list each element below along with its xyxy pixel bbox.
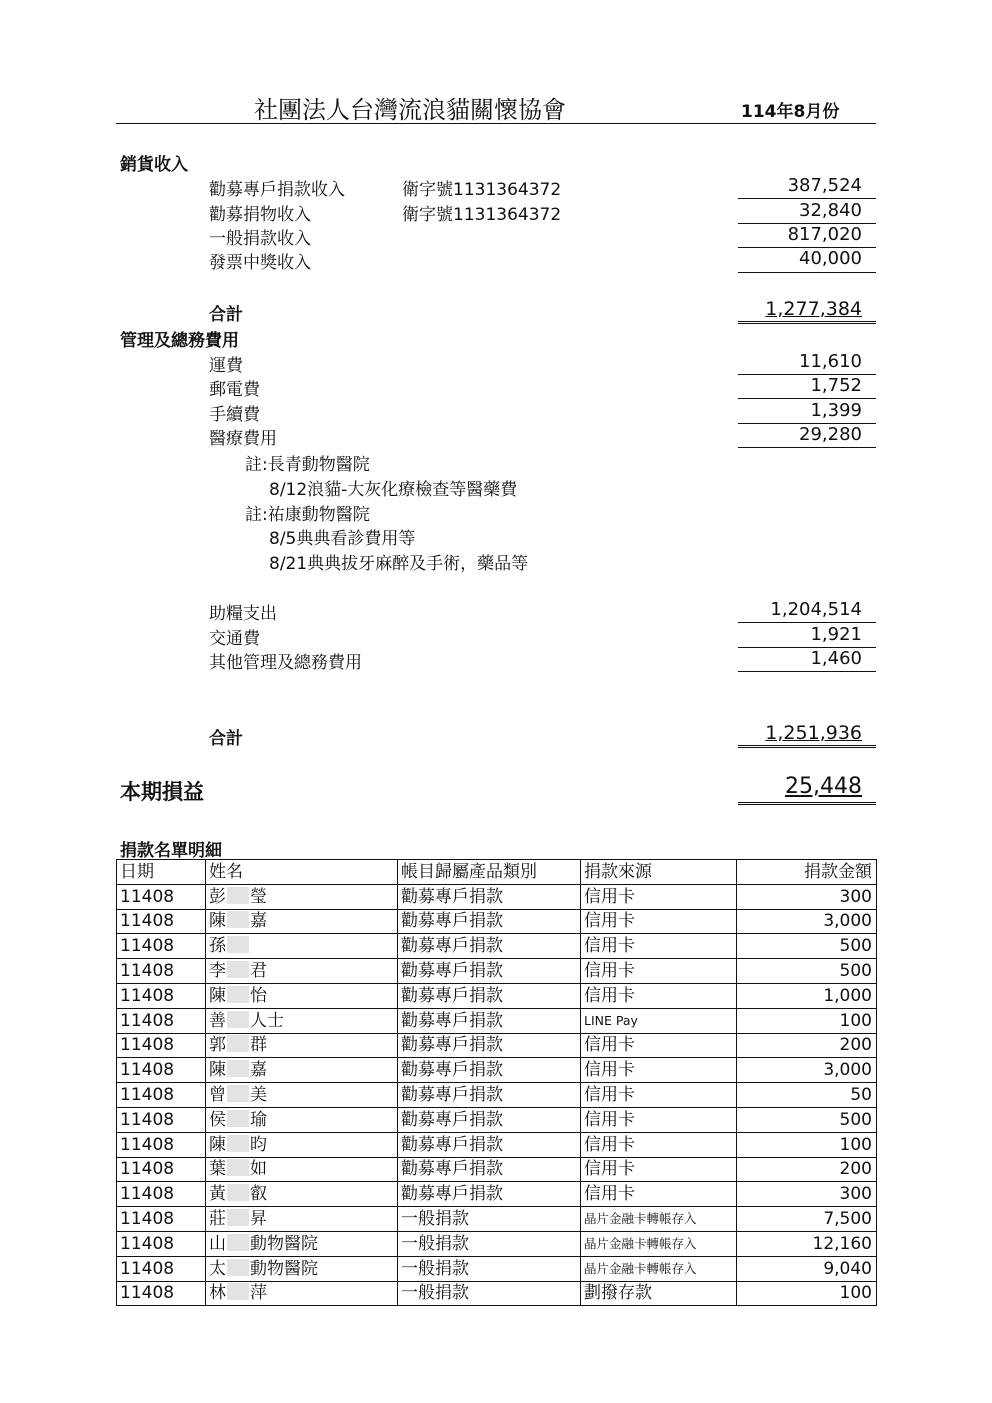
redaction-block bbox=[227, 1209, 249, 1226]
pnl-label: 本期損益 bbox=[120, 780, 204, 804]
donation-table-title: 捐款名單明細 bbox=[120, 841, 222, 861]
donation-amount: 300 bbox=[737, 884, 877, 909]
expense-item-amount: 11,610 bbox=[799, 351, 862, 372]
sales-item-amount: 32,840 bbox=[799, 200, 862, 221]
donation-source: 劃撥存款 bbox=[581, 1281, 737, 1306]
donor-name-first: 陳 bbox=[209, 1134, 226, 1155]
table-row bbox=[117, 934, 877, 959]
donation-category: 勸募專戶捐款 bbox=[398, 934, 581, 959]
expense-item-label: 其他管理及總務費用 bbox=[209, 653, 362, 673]
donation-category: 一般捐款 bbox=[398, 1256, 581, 1281]
donor-name-first: 莊 bbox=[209, 1209, 226, 1230]
donation-date: 11408 bbox=[117, 884, 206, 909]
donation-source: 信用卡 bbox=[581, 1157, 737, 1182]
expense-item-amount: 1,204,514 bbox=[770, 599, 862, 620]
sales-total-amount: 1,277,384 bbox=[765, 298, 862, 320]
table-row bbox=[117, 1107, 877, 1132]
table-row bbox=[117, 1281, 877, 1306]
donation-date: 11408 bbox=[117, 1033, 206, 1058]
donation-amount: 12,160 bbox=[737, 1231, 877, 1256]
donation-date: 11408 bbox=[117, 909, 206, 934]
amount-underline bbox=[738, 272, 876, 273]
donor-name-first: 善 bbox=[209, 1010, 226, 1031]
donation-date: 11408 bbox=[117, 1157, 206, 1182]
donation-amount: 500 bbox=[737, 959, 877, 984]
redaction-block bbox=[227, 1135, 249, 1152]
donor-name-first: 葉 bbox=[209, 1159, 226, 1180]
table-row bbox=[117, 1256, 877, 1281]
donation-amount: 100 bbox=[737, 1281, 877, 1306]
amount-underline bbox=[738, 622, 876, 623]
donor-name bbox=[206, 934, 398, 959]
column-header: 捐款金額 bbox=[737, 860, 877, 885]
donor-name bbox=[206, 1008, 398, 1033]
donation-category: 勸募專戶捐款 bbox=[398, 909, 581, 934]
donor-name-last: 動物醫院 bbox=[250, 1258, 318, 1279]
donation-date: 11408 bbox=[117, 1231, 206, 1256]
donation-amount: 200 bbox=[737, 1157, 877, 1182]
expense-item-label: 交通費 bbox=[209, 629, 260, 649]
donor-name-last: 人士 bbox=[250, 1010, 284, 1031]
donation-category: 一般捐款 bbox=[398, 1207, 581, 1232]
expense-item-amount: 1,399 bbox=[810, 400, 862, 421]
donor-name-last: 萍 bbox=[250, 1283, 267, 1304]
donor-name bbox=[206, 1058, 398, 1083]
donation-source: 晶片金融卡轉帳存入 bbox=[581, 1256, 737, 1281]
donor-name bbox=[206, 1033, 398, 1058]
donor-name-first: 郭 bbox=[209, 1035, 226, 1056]
table-row bbox=[117, 1207, 877, 1232]
donor-name bbox=[206, 1157, 398, 1182]
donor-name-first: 林 bbox=[209, 1283, 226, 1304]
donor-name-first: 李 bbox=[209, 961, 226, 982]
donation-source: 信用卡 bbox=[581, 1182, 737, 1207]
donation-amount: 500 bbox=[737, 1107, 877, 1132]
donation-category: 勸募專戶捐款 bbox=[398, 983, 581, 1008]
expense-item-amount: 1,921 bbox=[810, 624, 862, 645]
amount-underline bbox=[738, 198, 876, 199]
donor-name bbox=[206, 959, 398, 984]
donation-amount: 300 bbox=[737, 1182, 877, 1207]
donor-name-last: 如 bbox=[250, 1159, 267, 1180]
donation-date: 11408 bbox=[117, 1058, 206, 1083]
sales-item-amount: 817,020 bbox=[787, 224, 862, 245]
redaction-block bbox=[227, 1259, 249, 1276]
expenses-total-label: 合計 bbox=[209, 729, 243, 749]
table-row bbox=[117, 1033, 877, 1058]
donation-date: 11408 bbox=[117, 1281, 206, 1306]
donation-date: 11408 bbox=[117, 1107, 206, 1132]
donor-name-last: 群 bbox=[250, 1035, 267, 1056]
donation-category: 勸募專戶捐款 bbox=[398, 1033, 581, 1058]
expense-item-label: 醫療費用 bbox=[209, 429, 277, 449]
redaction-block bbox=[227, 1283, 249, 1300]
table-row bbox=[117, 959, 877, 984]
donation-source: 信用卡 bbox=[581, 934, 737, 959]
donation-date: 11408 bbox=[117, 1182, 206, 1207]
sales-total-label: 合計 bbox=[209, 305, 243, 325]
donor-name-last: 怡 bbox=[250, 985, 267, 1006]
table-row bbox=[117, 1182, 877, 1207]
donation-category: 勸募專戶捐款 bbox=[398, 1132, 581, 1157]
sales-item-label: 一般捐款收入 bbox=[209, 229, 311, 249]
sales-item-ref: 衛字號1131364372 bbox=[402, 205, 562, 225]
expense-item-amount: 1,752 bbox=[810, 375, 862, 396]
expenses-heading: 管理及總務費用 bbox=[120, 331, 239, 351]
expenses-total-amount: 1,251,936 bbox=[765, 722, 862, 744]
donation-source: 信用卡 bbox=[581, 909, 737, 934]
redaction-block bbox=[227, 1159, 249, 1176]
table-header-row bbox=[117, 860, 877, 885]
donor-name-last: 瑜 bbox=[250, 1109, 267, 1130]
donation-date: 11408 bbox=[117, 983, 206, 1008]
donor-name-first: 孫 bbox=[209, 936, 226, 957]
donation-source: 信用卡 bbox=[581, 1033, 737, 1058]
donor-name-last: 嘉 bbox=[250, 911, 267, 932]
donation-source: 信用卡 bbox=[581, 1107, 737, 1132]
sales-item-label: 勸募捐物收入 bbox=[209, 205, 311, 225]
table-row bbox=[117, 1083, 877, 1108]
redaction-block bbox=[227, 1011, 249, 1028]
redaction-block bbox=[227, 1234, 249, 1251]
donor-name bbox=[206, 884, 398, 909]
column-header: 日期 bbox=[117, 860, 206, 885]
donation-table bbox=[116, 859, 877, 1306]
donor-name bbox=[206, 909, 398, 934]
total-double-underline bbox=[738, 321, 876, 324]
pnl-double-underline bbox=[738, 802, 876, 805]
donation-category: 勸募專戶捐款 bbox=[398, 1008, 581, 1033]
expense-item-amount: 1,460 bbox=[810, 648, 862, 669]
donor-name-first: 山 bbox=[209, 1233, 226, 1254]
donation-source: 信用卡 bbox=[581, 1083, 737, 1108]
donor-name-last: 君 bbox=[250, 961, 267, 982]
sales-item-amount: 40,000 bbox=[799, 248, 862, 269]
donation-category: 勸募專戶捐款 bbox=[398, 884, 581, 909]
donation-source: 信用卡 bbox=[581, 884, 737, 909]
donation-source: 信用卡 bbox=[581, 983, 737, 1008]
column-header: 帳目歸屬產品類別 bbox=[398, 860, 581, 885]
donor-name-last: 嘉 bbox=[250, 1060, 267, 1081]
donor-name bbox=[206, 1083, 398, 1108]
donation-source: 晶片金融卡轉帳存入 bbox=[581, 1207, 737, 1232]
donor-name bbox=[206, 1256, 398, 1281]
table-row bbox=[117, 1008, 877, 1033]
table-row bbox=[117, 884, 877, 909]
donation-category: 勸募專戶捐款 bbox=[398, 1157, 581, 1182]
donor-name-last: 瑩 bbox=[250, 886, 267, 907]
donor-name bbox=[206, 1281, 398, 1306]
medical-note: 註:長青動物醫院 bbox=[245, 455, 370, 475]
donation-source: 信用卡 bbox=[581, 959, 737, 984]
donor-name-last: 昀 bbox=[250, 1134, 267, 1155]
column-header: 姓名 bbox=[206, 860, 398, 885]
donation-amount: 7,500 bbox=[737, 1207, 877, 1232]
donation-category: 勸募專戶捐款 bbox=[398, 959, 581, 984]
donation-date: 11408 bbox=[117, 1008, 206, 1033]
donor-name-last: 叡 bbox=[250, 1184, 267, 1205]
total-double-underline bbox=[738, 745, 876, 748]
donation-date: 11408 bbox=[117, 1132, 206, 1157]
donation-date: 11408 bbox=[117, 959, 206, 984]
donor-name-first: 陳 bbox=[209, 911, 226, 932]
redaction-block bbox=[227, 936, 249, 953]
donor-name-last: 美 bbox=[250, 1085, 267, 1106]
redaction-block bbox=[227, 1035, 249, 1052]
donation-amount: 100 bbox=[737, 1132, 877, 1157]
table-row bbox=[117, 1132, 877, 1157]
table-row bbox=[117, 909, 877, 934]
table-row bbox=[117, 1157, 877, 1182]
donation-source: LINE Pay bbox=[581, 1008, 737, 1033]
column-header: 捐款來源 bbox=[581, 860, 737, 885]
table-row bbox=[117, 1058, 877, 1083]
donor-name-first: 陳 bbox=[209, 1060, 226, 1081]
donation-date: 11408 bbox=[117, 1207, 206, 1232]
donation-amount: 200 bbox=[737, 1033, 877, 1058]
donor-name-first: 黃 bbox=[209, 1184, 226, 1205]
donation-amount: 50 bbox=[737, 1083, 877, 1108]
donation-source: 信用卡 bbox=[581, 1132, 737, 1157]
medical-note: 8/21典典拔牙麻醉及手術，藥品等 bbox=[269, 554, 529, 574]
report-title: 社團法人台灣流浪貓關懷協會 bbox=[254, 96, 566, 124]
donation-date: 11408 bbox=[117, 1256, 206, 1281]
sales-item-ref: 衛字號1131364372 bbox=[402, 180, 562, 200]
expense-item-amount: 29,280 bbox=[799, 424, 862, 445]
expense-item-label: 郵電費 bbox=[209, 380, 260, 400]
sales-item-label: 發票中獎收入 bbox=[209, 253, 311, 273]
redaction-block bbox=[227, 1085, 249, 1102]
sales-item-label: 勸募專戶捐款收入 bbox=[209, 180, 345, 200]
table-row bbox=[117, 983, 877, 1008]
donation-category: 一般捐款 bbox=[398, 1231, 581, 1256]
redaction-block bbox=[227, 911, 249, 928]
donation-amount: 100 bbox=[737, 1008, 877, 1033]
expense-item-label: 運費 bbox=[209, 356, 243, 376]
header-rule bbox=[116, 123, 876, 124]
donation-category: 勸募專戶捐款 bbox=[398, 1083, 581, 1108]
medical-note: 8/12浪貓-大灰化療檢查等醫藥費 bbox=[269, 480, 518, 500]
donor-name-first: 彭 bbox=[209, 886, 226, 907]
table-row bbox=[117, 1231, 877, 1256]
redaction-block bbox=[227, 887, 249, 904]
redaction-block bbox=[227, 1060, 249, 1077]
donation-source: 信用卡 bbox=[581, 1058, 737, 1083]
amount-underline bbox=[738, 398, 876, 399]
redaction-block bbox=[227, 1110, 249, 1127]
medical-note: 註:祐康動物醫院 bbox=[245, 505, 370, 525]
donation-amount: 500 bbox=[737, 934, 877, 959]
medical-note: 8/5典典看診費用等 bbox=[269, 529, 416, 549]
donor-name-first: 陳 bbox=[209, 985, 226, 1006]
redaction-block bbox=[227, 1184, 249, 1201]
sales-item-amount: 387,524 bbox=[787, 175, 862, 196]
amount-underline bbox=[738, 671, 876, 672]
redaction-block bbox=[227, 986, 249, 1003]
amount-underline bbox=[738, 447, 876, 448]
donation-category: 勸募專戶捐款 bbox=[398, 1182, 581, 1207]
expense-item-label: 手續費 bbox=[209, 405, 260, 425]
donor-name bbox=[206, 983, 398, 1008]
donor-name-first: 曾 bbox=[209, 1085, 226, 1106]
donor-name-last: 昇 bbox=[250, 1209, 267, 1230]
donation-date: 11408 bbox=[117, 1083, 206, 1108]
donor-name bbox=[206, 1132, 398, 1157]
donation-amount: 3,000 bbox=[737, 909, 877, 934]
donor-name bbox=[206, 1231, 398, 1256]
donor-name bbox=[206, 1182, 398, 1207]
donor-name-first: 太 bbox=[209, 1258, 226, 1279]
redaction-block bbox=[227, 961, 249, 978]
donation-amount: 3,000 bbox=[737, 1058, 877, 1083]
donation-amount: 9,040 bbox=[737, 1256, 877, 1281]
donation-amount: 1,000 bbox=[737, 983, 877, 1008]
pnl-amount: 25,448 bbox=[785, 774, 862, 799]
donation-date: 11408 bbox=[117, 934, 206, 959]
donation-category: 勸募專戶捐款 bbox=[398, 1058, 581, 1083]
donation-category: 一般捐款 bbox=[398, 1281, 581, 1306]
donor-name bbox=[206, 1207, 398, 1232]
donation-source: 晶片金融卡轉帳存入 bbox=[581, 1231, 737, 1256]
report-period: 114年8月份 bbox=[741, 102, 840, 122]
donor-name-last: 動物醫院 bbox=[250, 1233, 318, 1254]
donor-name bbox=[206, 1107, 398, 1132]
donor-name-first: 侯 bbox=[209, 1109, 226, 1130]
sales-heading: 銷貨收入 bbox=[120, 155, 188, 175]
expense-item-label: 助糧支出 bbox=[209, 604, 277, 624]
donation-category: 勸募專戶捐款 bbox=[398, 1107, 581, 1132]
